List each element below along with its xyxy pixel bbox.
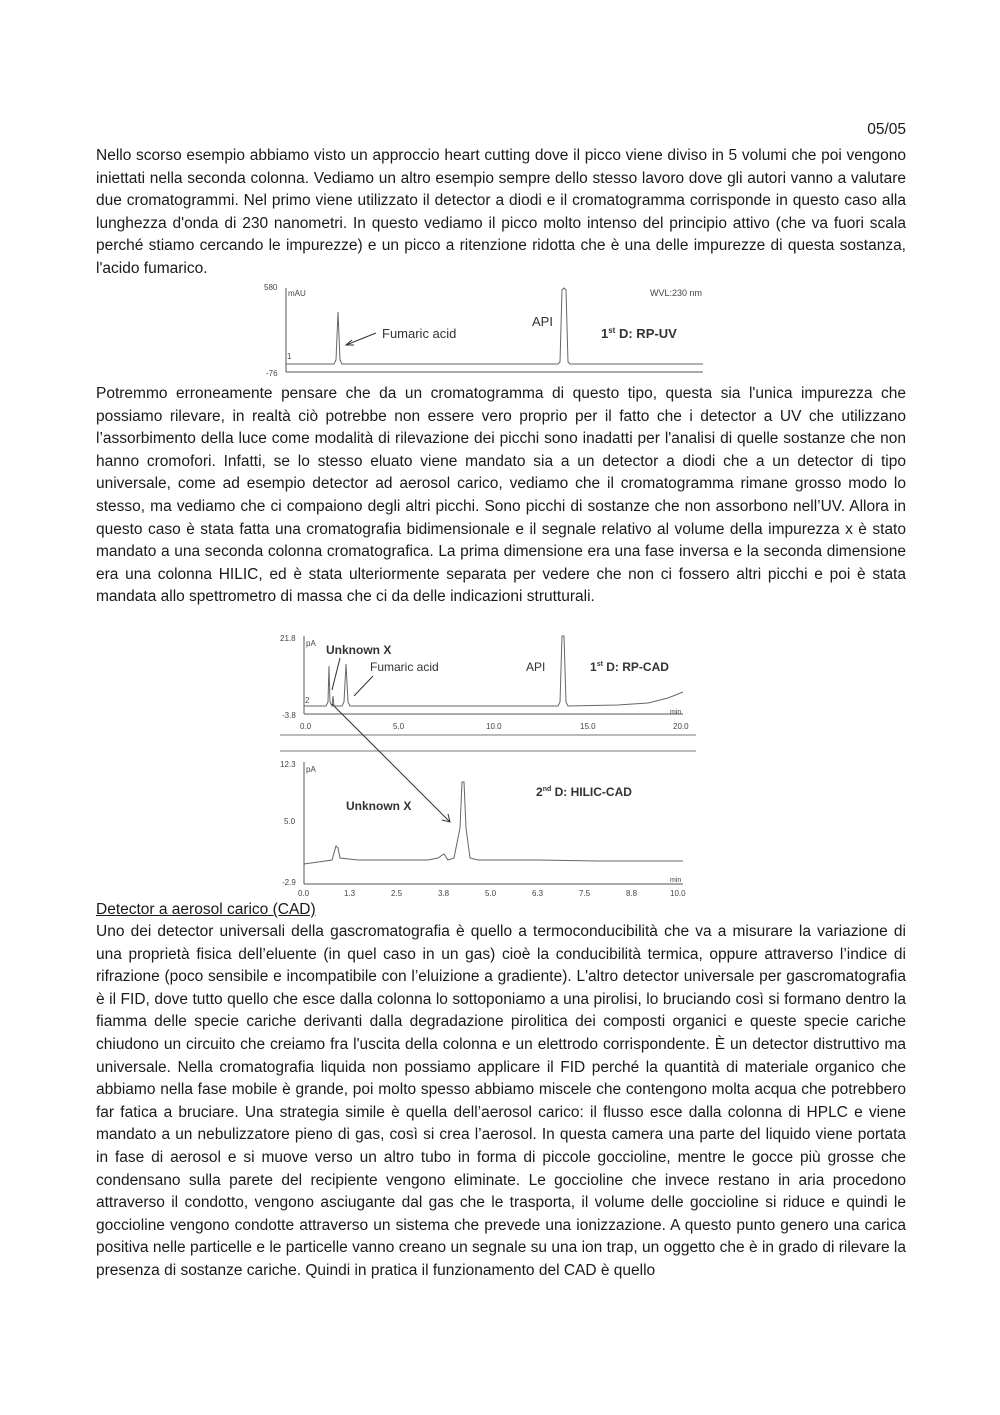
bottom-x-tick: 2.5 — [391, 889, 403, 898]
y-unit-label: mAU — [288, 289, 306, 298]
top-fumaric-acid-arrow — [354, 676, 373, 696]
top-x-tick: 0.0 — [300, 722, 312, 731]
y-min-label: -76 — [266, 369, 278, 378]
fumaric-acid-label: Fumaric acid — [382, 326, 457, 341]
bottom-x-tick: 10.0 — [670, 889, 686, 898]
bottom-y-min-label: -2.9 — [282, 878, 296, 887]
paragraph-cad-description: Uno dei detector universali della gascromatografia è quello a termoconducibilità che va a misurare la variazione di una proprietà fisica dell’eluente (in quel caso in un gas) cioè la conducibilità termica, oppure attraverso l’indice di rifrazione (poco sensibile e incompatibile con l’eluizione a gradiente). L'altro detector universale per gascromatografia è il FID, dove tutto quello che esce dalla colonna lo sottoponiamo a una pirolisi, lo bruciando così si formano dentro la fiamma delle specie cariche derivanti dalla degradazione pirolitica dei composti organici e queste specie cariche chiudono un circuito che creiamo fra l'uscita della colonna e un elettrodo corrispondente. È un detector distruttivo ma universale. Nella cromatografia liquida non possiamo applicare il FID perché la quantità di materiale organico che abbiamo nella fase mobile è grande, poi molto spesso abbiamo miscele che contengono molta acqua che potrebbero far fatica a bruciare. Una strategia simile è quella dell’aerosol carico: il flusso esce dalla colonna di HPLC e viene mandato a un nebulizzatore pieno di gas, così si crea l’aerosol. In questa camera una parte del liquido viene portata in fase di aerosol e si muove verso un altro tubo in forma di piccole goccioline, mentre le gocce più grosse che condensano sulla parete del recipiente vengono eliminate. Le goccioline che invece restano in aria procedono attraverso il condotto, vengono asciugante dal gas che le trasporta, il volume delle goccioline si riduce e quindi le goccioline vengono condotte attraverso un sistema che prevede una ionizzazione. A questo punto genero una carica positiva nelle particelle e le particelle vanno creano un segnale su una ion trap, un oggetto che è in grado di rilevare la presenza di sostanze cariche. Quindi in pratica il funzionamento del CAD è quello — [96, 923, 906, 1279]
bottom-x-tick: 3.8 — [438, 889, 450, 898]
bottom-y-mid-label: 5.0 — [284, 817, 296, 826]
top-dimension-title: 1st D: RP-CAD — [590, 660, 669, 674]
bottom-unknown-x-label: Unknown X — [346, 799, 412, 813]
top-x-tick: 15.0 — [580, 722, 596, 731]
top-unknown-x-arrow — [332, 658, 340, 690]
bottom-x-ticks — [298, 889, 686, 898]
section-heading-cad: Detector a aerosol carico (CAD) — [96, 901, 316, 918]
top-x-ticks — [300, 722, 689, 731]
bottom-dimension-title: 2nd D: HILIC-CAD — [536, 785, 632, 799]
top-y-min-label: -3.8 — [282, 711, 296, 720]
top-x-unit: min — [670, 709, 682, 716]
chromatogram-2d-cad — [278, 632, 698, 898]
wavelength-label: WVL:230 nm — [650, 288, 703, 298]
top-unknown-x-label: Unknown X — [326, 643, 392, 657]
paragraph-universal-detector: Potremmo erroneamente pensare che da un cromatogramma di questo tipo, questa sia l'unica impurezza che possiamo rilevare, in realtà ciò potrebbe non essere vero proprio per il fatto che i detector a UV che utilizzano l’assorbimento della luce come modalità di rilevazione dei picchi sono inadatti per l'analisi di quelle sostanze che non hanno cromofori. Infatti, se lo stesso eluato viene mandato sia a un detector a diodi che a un detector di tipo universale, come ad esempio detector ad aerosol carico, vediamo che il cromatogramma rimane grosso modo lo stesso, ma vediamo che ci compaiono degli altri picchi. Sono picchi di sostanze che non assorbono nell’UV. Allora in questo caso è stata fatta una cromatografia bidimensionale e il segnale relativo al volume della impurezza x è stato mandato a una seconda colonna cromatografica. La prima dimensione era una fase inversa e la seconda dimensione era una colonna HILIC, ed è stata ulteriormente separata per vedere che non ci fossero altri picchi e poi è stata mandata allo spettrometro di massa che ci da delle indicazioni strutturali. — [96, 385, 906, 606]
bottom-x-unit: min — [670, 877, 682, 884]
top-x-tick: 5.0 — [393, 722, 405, 731]
top-peak-marker: 2 — [305, 696, 310, 705]
bottom-x-tick: 6.3 — [532, 889, 544, 898]
top-y-max-label: 21.8 — [280, 634, 296, 643]
bottom-x-tick: 0.0 — [298, 889, 310, 898]
dimension-title: 1st D: RP-UV — [601, 326, 677, 341]
paragraph-intro: Nello scorso esempio abbiamo visto un approccio heart cutting dove il picco viene diviso in 5 volumi che poi vengono iniettati nella seconda colonna. Vediamo un altro esempio sempre dello stesso lavoro dove gli autori vanno a valutare due cromatogrammi. Nel primo viene utilizzato il detector a diodi e il cromatogramma corrisponde in questo caso alla lunghezza d'onda di 230 nanometri. In questo vediamo il picco molto intenso del principio attivo (che va fuori scala perché stiamo cercando le impurezze) e un picco a ritenzione ridotta che è una delle impurezze di questa sostanza, l'acido fumarico. — [96, 147, 906, 277]
bottom-x-tick: 8.8 — [626, 889, 638, 898]
bottom-x-tick: 5.0 — [485, 889, 497, 898]
y-max-label: 580 — [264, 283, 278, 292]
page-number: 05/05 — [867, 121, 906, 138]
bottom-x-tick: 7.5 — [579, 889, 591, 898]
peak-marker: 1 — [287, 352, 292, 361]
top-fumaric-acid-label: Fumaric acid — [370, 660, 439, 674]
fumaric-acid-arrow — [346, 333, 376, 345]
top-x-tick: 10.0 — [486, 722, 502, 731]
bottom-y-max-label: 12.3 — [280, 760, 296, 769]
bottom-x-tick: 1.3 — [344, 889, 356, 898]
top-x-tick: 20.0 — [673, 722, 689, 731]
top-y-unit-label: pA — [306, 639, 316, 648]
top-api-label: API — [526, 660, 546, 674]
bottom-y-unit-label: pA — [306, 765, 316, 774]
chromatogram-rp-uv — [258, 282, 708, 380]
api-label: API — [532, 314, 553, 329]
